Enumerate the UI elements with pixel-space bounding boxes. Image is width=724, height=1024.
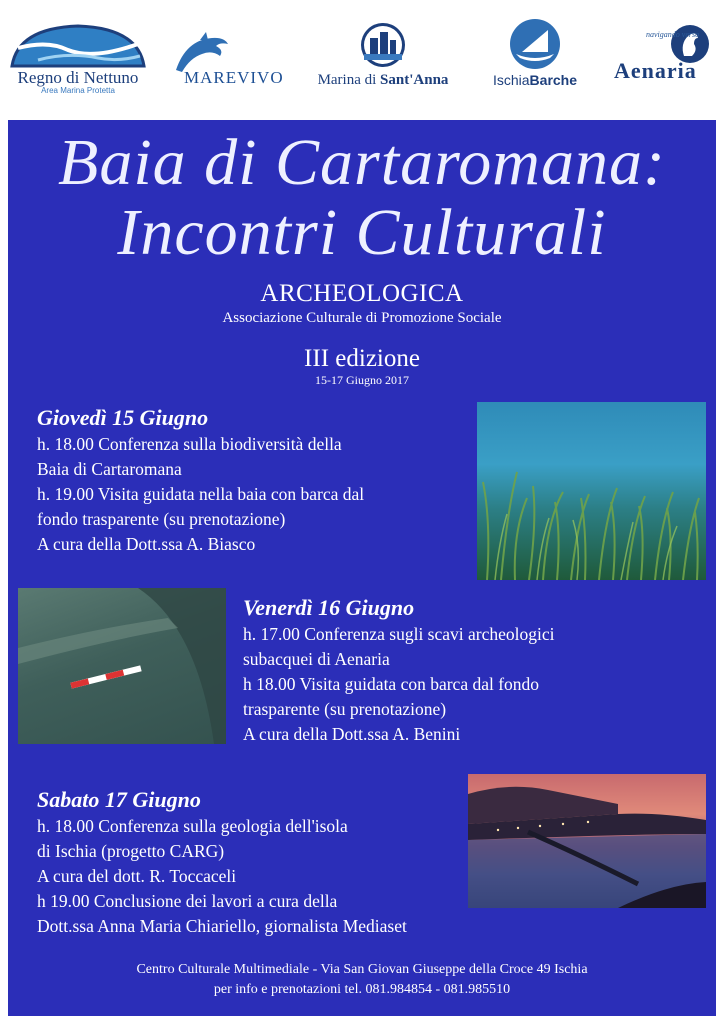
- regno-logo-name: Regno di Nettuno: [17, 68, 139, 87]
- santanna-logo-name-b: Sant'Anna: [380, 72, 449, 88]
- schedule-day-2: [243, 594, 703, 747]
- organizer-name: ARCHEOLOGICA: [260, 280, 464, 307]
- footer-address: Centro Culturale Multimediale - Via San Giovan Giuseppe della Croce 49 Ischia: [136, 962, 588, 977]
- poster-title-line1: Baia di Cartaromana:: [58, 126, 666, 199]
- excavation-illustration: [18, 588, 226, 744]
- day-1-title: Giovedì 15 Giugno: [37, 405, 209, 430]
- day-1-line: Baia di Cartaromana: [37, 459, 182, 479]
- sail-boat-icon: [508, 18, 562, 70]
- day-1-line: A cura della Dott.ssa A. Biasco: [37, 534, 256, 554]
- day-3-line: Dott.ssa Anna Maria Chiariello, giornalista Mediaset: [37, 916, 407, 936]
- sponsor-logos: [0, 0, 724, 118]
- day-2-line: h 18.00 Visita guidata con barca dal fondo: [243, 674, 540, 694]
- day-3-line: di Ischia (progetto CARG): [37, 841, 225, 861]
- ischiabarche-logo: [480, 18, 590, 88]
- ischiabarche-logo-name-a: Ischia: [492, 72, 530, 88]
- day-3-title: Sabato 17 Giugno: [37, 787, 201, 812]
- organizer-subtitle: Associazione Culturale di Promozione Sociale: [222, 310, 502, 326]
- poster-title-line2: Incontri Culturali: [117, 196, 607, 269]
- marevivo-logo: [160, 32, 284, 87]
- regno-wave-icon: [8, 22, 148, 70]
- aenaria-logo-tag: navigando verso: [646, 30, 700, 39]
- day-2-line: h. 17.00 Conferenza sugli scavi archeologici: [243, 624, 555, 644]
- day-3-line: A cura del dott. R. Toccaceli: [37, 866, 237, 886]
- footer-contacts: per info e prenotazioni tel. 081.984854 - 081.985510: [213, 982, 511, 997]
- seagrass-photo: [477, 402, 706, 580]
- event-poster: [8, 120, 716, 1016]
- edition-dates: 15-17 Giugno 2017: [315, 373, 409, 387]
- day-1-line: h. 19.00 Visita guidata nella baia con barca dal: [37, 484, 365, 504]
- schedule-day-3: [37, 786, 507, 939]
- day-2-line: trasparente (su prenotazione): [243, 699, 447, 719]
- ischiabarche-logo-name: [493, 72, 577, 88]
- day-1-line: fondo trasparente (su prenotazione): [37, 509, 286, 529]
- santanna-logo-name-a: Marina di: [317, 72, 381, 88]
- day-3-line: h. 18.00 Conferenza sulla geologia dell'isola: [37, 816, 348, 836]
- ischiabarche-logo-name-b: Barche: [529, 72, 578, 88]
- day-2-title: Venerdì 16 Giugno: [243, 595, 415, 620]
- marevivo-logo-name: MAREVIVO: [184, 68, 284, 87]
- santanna-logo-name: [318, 72, 449, 89]
- edition-label: III edizione: [304, 345, 420, 372]
- day-1-line: h. 18.00 Conferenza sulla biodiversità della: [37, 434, 342, 454]
- schedule-day-1: [37, 404, 457, 557]
- castle-icon: [358, 22, 408, 68]
- day-2-line: subacquei di Aenaria: [243, 649, 390, 669]
- day-3-line: h 19.00 Conclusione dei lavori a cura della: [37, 891, 338, 911]
- regno-di-nettuno-logo: [8, 22, 148, 95]
- aenaria-logo-name: Aenaria: [614, 58, 697, 83]
- day-2-line: A cura della Dott.ssa A. Benini: [243, 724, 461, 744]
- seagrass-illustration: [477, 402, 706, 580]
- regno-logo-subtitle: Area Marina Protetta: [41, 86, 115, 95]
- marina-santanna-logo: [306, 22, 460, 89]
- excavation-photo: [18, 588, 226, 744]
